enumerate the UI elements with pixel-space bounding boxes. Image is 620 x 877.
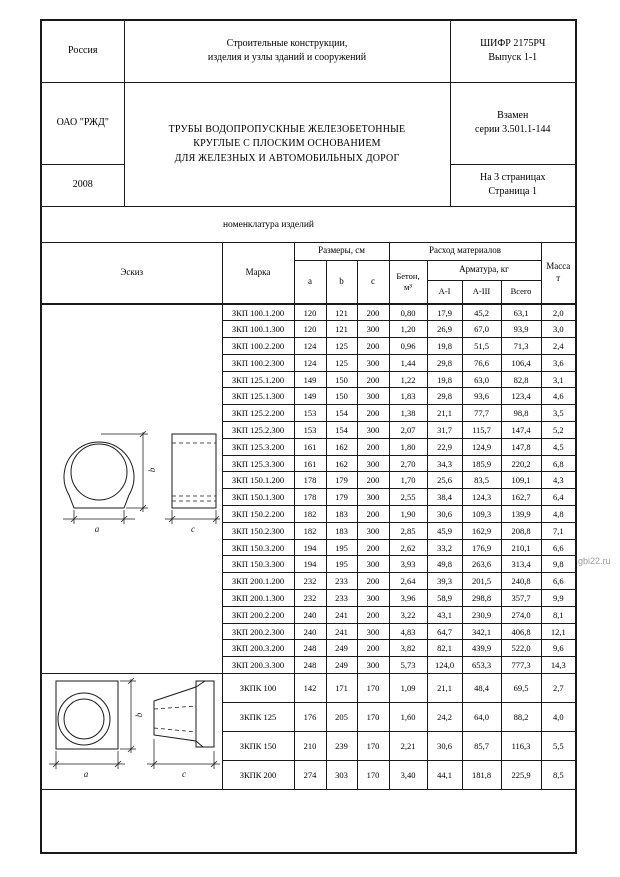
value-cell: 208,8 [501, 522, 541, 539]
title-block [42, 21, 575, 206]
mark-cell: ЗКП 150.3.200 [222, 539, 294, 556]
value-cell: 147,4 [501, 422, 541, 439]
value-cell: 154 [326, 422, 357, 439]
series-title-line1: Строительные конструкции, [226, 37, 348, 49]
col-header-materials: Расход материалов [389, 243, 541, 260]
mark-cell: ЗКП 200.1.200 [222, 573, 294, 590]
value-cell: 82,1 [427, 640, 462, 657]
value-cell: 26,9 [427, 321, 462, 338]
mark-cell: ЗКП 200.3.200 [222, 640, 294, 657]
cipher-cell [450, 21, 575, 82]
value-cell: 182 [294, 522, 326, 539]
value-cell: 225,9 [501, 761, 541, 790]
value-cell: 200 [357, 338, 389, 355]
value-cell: 121 [326, 304, 357, 321]
col-header-total: Всего [501, 280, 541, 304]
section-title: номенклатура изделий [42, 206, 575, 243]
value-cell: 1,80 [389, 438, 427, 455]
value-cell: 120 [294, 321, 326, 338]
value-cell: 30,6 [427, 732, 462, 761]
value-cell: 150 [326, 371, 357, 388]
value-cell: 181,8 [462, 761, 501, 790]
value-cell: 71,3 [501, 338, 541, 355]
value-cell: 147,8 [501, 438, 541, 455]
value-cell: 161 [294, 438, 326, 455]
dim-label-b: b [146, 467, 157, 472]
col-header-mark: Марка [222, 243, 294, 304]
mark-cell: ЗКП 150.1.200 [222, 472, 294, 489]
mark-cell: ЗКП 150.2.300 [222, 522, 294, 539]
value-cell: 124,3 [462, 489, 501, 506]
mark-cell: ЗКПК 125 [222, 703, 294, 732]
value-cell: 2,62 [389, 539, 427, 556]
value-cell: 25,6 [427, 472, 462, 489]
value-cell: 241 [326, 623, 357, 640]
col-header-a: a [294, 260, 326, 304]
value-cell: 1,38 [389, 405, 427, 422]
value-cell: 106,4 [501, 354, 541, 371]
value-cell: 220,2 [501, 455, 541, 472]
value-cell: 205 [326, 703, 357, 732]
value-cell: 44,1 [427, 761, 462, 790]
value-cell: 183 [326, 506, 357, 523]
series-title-line2: изделия и узлы зданий и сооружений [207, 52, 367, 64]
value-cell: 83,5 [462, 472, 501, 489]
series-title-cell [124, 21, 450, 82]
mark-cell: ЗКП 125.3.200 [222, 438, 294, 455]
value-cell: 200 [357, 438, 389, 455]
pages-cell [450, 164, 575, 206]
value-cell: 176 [294, 703, 326, 732]
value-cell: 171 [326, 674, 357, 703]
value-cell: 303 [326, 761, 357, 790]
value-cell: 4,5 [541, 438, 575, 455]
value-cell: 200 [357, 640, 389, 657]
value-cell: 2,85 [389, 522, 427, 539]
value-cell: 8,5 [541, 761, 575, 790]
value-cell: 31,7 [427, 422, 462, 439]
value-cell: 182 [294, 506, 326, 523]
value-cell: 109,1 [501, 472, 541, 489]
value-cell: 6,8 [541, 455, 575, 472]
value-cell: 300 [357, 623, 389, 640]
value-cell: 116,3 [501, 732, 541, 761]
value-cell: 85,7 [462, 732, 501, 761]
doc-title-line2: КРУГЛЫЕ С ПЛОСКИМ ОСНОВАНИЕМ [193, 138, 381, 149]
value-cell: 200 [357, 472, 389, 489]
mark-cell: ЗКПК 100 [222, 674, 294, 703]
value-cell: 63,1 [501, 304, 541, 321]
replaces-line1: Взамен [497, 109, 529, 121]
value-cell: 33,2 [427, 539, 462, 556]
value-cell: 522,0 [501, 640, 541, 657]
empty-cell [42, 790, 575, 850]
value-cell: 124 [294, 354, 326, 371]
value-cell: 357,7 [501, 590, 541, 607]
mark-cell: ЗКП 125.2.300 [222, 422, 294, 439]
table-row [42, 304, 575, 321]
value-cell: 6,6 [541, 539, 575, 556]
value-cell: 1,20 [389, 321, 427, 338]
value-cell: 29,8 [427, 354, 462, 371]
mass-unit-label: т [556, 273, 561, 283]
value-cell: 249 [326, 657, 357, 674]
cipher-line1: ШИФР 2175РЧ [480, 37, 546, 49]
value-cell: 4,83 [389, 623, 427, 640]
value-cell: 88,2 [501, 703, 541, 732]
value-cell: 3,82 [389, 640, 427, 657]
value-cell: 274 [294, 761, 326, 790]
nomenclature-table [42, 243, 575, 850]
value-cell: 240 [294, 606, 326, 623]
value-cell: 3,6 [541, 354, 575, 371]
value-cell: 200 [357, 506, 389, 523]
value-cell: 176,9 [462, 539, 501, 556]
value-cell: 3,93 [389, 556, 427, 573]
value-cell: 9,6 [541, 640, 575, 657]
col-header-mass [541, 243, 575, 304]
value-cell: 4,6 [541, 388, 575, 405]
value-cell: 170 [357, 674, 389, 703]
value-cell: 230,9 [462, 606, 501, 623]
value-cell: 162 [326, 438, 357, 455]
value-cell: 1,44 [389, 354, 427, 371]
mark-cell: ЗКП 125.2.200 [222, 405, 294, 422]
value-cell: 63,0 [462, 371, 501, 388]
replaces-cell [450, 82, 575, 164]
value-cell: 24,2 [427, 703, 462, 732]
value-cell: 170 [357, 703, 389, 732]
value-cell: 98,8 [501, 405, 541, 422]
value-cell: 179 [326, 472, 357, 489]
pages-line1: На 3 страницах [479, 171, 546, 183]
value-cell: 170 [357, 732, 389, 761]
value-cell: 185,9 [462, 455, 501, 472]
value-cell: 300 [357, 354, 389, 371]
value-cell: 124 [294, 338, 326, 355]
value-cell: 1,83 [389, 388, 427, 405]
value-cell: 154 [326, 405, 357, 422]
value-cell: 7,1 [541, 522, 575, 539]
value-cell: 248 [294, 640, 326, 657]
value-cell: 3,1 [541, 371, 575, 388]
value-cell: 149 [294, 388, 326, 405]
mark-cell: ЗКП 200.2.300 [222, 623, 294, 640]
cipher-line2: Выпуск 1-1 [488, 52, 538, 64]
value-cell: 439,9 [462, 640, 501, 657]
value-cell: 76,6 [462, 354, 501, 371]
value-cell: 200 [357, 606, 389, 623]
watermark: gbi22.ru [578, 556, 611, 566]
zkpk-section [42, 674, 575, 790]
value-cell: 300 [357, 388, 389, 405]
pipe-portal-block-sketch [44, 675, 220, 783]
dim-label-a: a [94, 523, 99, 534]
value-cell: 19,8 [427, 371, 462, 388]
value-cell: 200 [357, 539, 389, 556]
col-header-c: c [357, 260, 389, 304]
value-cell: 162,9 [462, 522, 501, 539]
value-cell: 4,3 [541, 472, 575, 489]
value-cell: 64,7 [427, 623, 462, 640]
value-cell: 30,6 [427, 506, 462, 523]
value-cell: 239 [326, 732, 357, 761]
doc-title-cell [124, 82, 450, 206]
value-cell: 3,5 [541, 405, 575, 422]
value-cell: 22,9 [427, 438, 462, 455]
value-cell: 170 [357, 761, 389, 790]
value-cell: 14,3 [541, 657, 575, 674]
value-cell: 1,22 [389, 371, 427, 388]
value-cell: 178 [294, 489, 326, 506]
value-cell: 162,7 [501, 489, 541, 506]
value-cell: 48,4 [462, 674, 501, 703]
value-cell: 240 [294, 623, 326, 640]
value-cell: 29,8 [427, 388, 462, 405]
value-cell: 125 [326, 354, 357, 371]
doc-title-line3: ДЛЯ ЖЕЛЕЗНЫХ И АВТОМОБИЛЬНЫХ ДОРОГ [174, 152, 400, 164]
col-header-sketch: Эскиз [42, 243, 222, 304]
value-cell: 1,09 [389, 674, 427, 703]
mark-cell: ЗКП 200.3.300 [222, 657, 294, 674]
value-cell: 2,55 [389, 489, 427, 506]
value-cell: 200 [357, 573, 389, 590]
value-cell: 2,07 [389, 422, 427, 439]
mark-cell: ЗКП 125.3.300 [222, 455, 294, 472]
zkp-section [42, 304, 575, 674]
col-header-aiii: А-III [462, 280, 501, 304]
value-cell: 153 [294, 422, 326, 439]
value-cell: 0,96 [389, 338, 427, 355]
value-cell: 109,3 [462, 506, 501, 523]
value-cell: 1,90 [389, 506, 427, 523]
col-header-reinforcement: Арматура, кг [427, 260, 541, 280]
value-cell: 5,5 [541, 732, 575, 761]
empty-footer-row [42, 790, 575, 850]
replaces-line2: серии 3.501.1-144 [474, 124, 551, 135]
value-cell: 195 [326, 539, 357, 556]
value-cell: 210 [294, 732, 326, 761]
value-cell: 300 [357, 455, 389, 472]
mass-label: Масса [546, 261, 571, 272]
value-cell: 124,0 [427, 657, 462, 674]
value-cell: 1,70 [389, 472, 427, 489]
value-cell: 161 [294, 455, 326, 472]
value-cell: 125 [326, 338, 357, 355]
value-cell: 45,9 [427, 522, 462, 539]
dim-label-c: c [181, 769, 186, 780]
concrete-label: Бетон, [396, 270, 420, 281]
doc-title-line1: ТРУБЫ ВОДОПРОПУСКНЫЕ ЖЕЛЕЗОБЕТОННЫЕ [168, 123, 406, 135]
value-cell: 179 [326, 489, 357, 506]
value-cell: 300 [357, 489, 389, 506]
value-cell: 8,1 [541, 606, 575, 623]
value-cell: 240,8 [501, 573, 541, 590]
sketch-zkpk-cell [42, 674, 222, 790]
value-cell: 115,7 [462, 422, 501, 439]
value-cell: 2,70 [389, 455, 427, 472]
value-cell: 49,8 [427, 556, 462, 573]
table-row [42, 674, 575, 703]
value-cell: 300 [357, 657, 389, 674]
value-cell: 51,5 [462, 338, 501, 355]
value-cell: 241 [326, 606, 357, 623]
dim-label-b: b [133, 712, 144, 718]
value-cell: 210,1 [501, 539, 541, 556]
value-cell: 3,0 [541, 321, 575, 338]
value-cell: 249 [326, 640, 357, 657]
value-cell: 2,0 [541, 304, 575, 321]
value-cell: 121 [326, 321, 357, 338]
value-cell: 248 [294, 657, 326, 674]
value-cell: 93,6 [462, 388, 501, 405]
value-cell: 194 [294, 556, 326, 573]
value-cell: 300 [357, 321, 389, 338]
value-cell: 777,3 [501, 657, 541, 674]
value-cell: 233 [326, 573, 357, 590]
value-cell: 9,9 [541, 590, 575, 607]
value-cell: 3,40 [389, 761, 427, 790]
value-cell: 200 [357, 371, 389, 388]
value-cell: 195 [326, 556, 357, 573]
value-cell: 406,8 [501, 623, 541, 640]
value-cell: 43,1 [427, 606, 462, 623]
value-cell: 1,60 [389, 703, 427, 732]
value-cell: 300 [357, 556, 389, 573]
dim-label-c: c [190, 523, 195, 534]
mark-cell: ЗКП 150.2.200 [222, 506, 294, 523]
value-cell: 300 [357, 422, 389, 439]
value-cell: 67,0 [462, 321, 501, 338]
value-cell: 342,1 [462, 623, 501, 640]
value-cell: 123,4 [501, 388, 541, 405]
value-cell: 38,4 [427, 489, 462, 506]
value-cell: 39,3 [427, 573, 462, 590]
value-cell: 200 [357, 304, 389, 321]
value-cell: 3,22 [389, 606, 427, 623]
mark-cell: ЗКП 150.3.300 [222, 556, 294, 573]
value-cell: 233 [326, 590, 357, 607]
value-cell: 5,2 [541, 422, 575, 439]
organization-cell: ОАО "РЖД" [42, 82, 124, 164]
mark-cell: ЗКП 125.1.300 [222, 388, 294, 405]
country-cell: Россия [42, 21, 124, 82]
mark-cell: ЗКП 100.2.200 [222, 338, 294, 355]
value-cell: 300 [357, 590, 389, 607]
value-cell: 178 [294, 472, 326, 489]
value-cell: 263,6 [462, 556, 501, 573]
value-cell: 69,5 [501, 674, 541, 703]
value-cell: 4,0 [541, 703, 575, 732]
mark-cell: ЗКП 200.2.200 [222, 606, 294, 623]
value-cell: 2,21 [389, 732, 427, 761]
value-cell: 82,8 [501, 371, 541, 388]
value-cell: 5,73 [389, 657, 427, 674]
dim-label-a: a [83, 769, 88, 780]
value-cell: 17,9 [427, 304, 462, 321]
value-cell: 2,7 [541, 674, 575, 703]
value-cell: 150 [326, 388, 357, 405]
sketch-zkp-cell [42, 304, 222, 674]
mark-cell: ЗКП 100.2.300 [222, 354, 294, 371]
mark-cell: ЗКП 200.1.300 [222, 590, 294, 607]
mark-cell: ЗКП 125.1.200 [222, 371, 294, 388]
pipe-flat-base-sketch [44, 428, 220, 546]
value-cell: 232 [294, 573, 326, 590]
value-cell: 19,8 [427, 338, 462, 355]
value-cell: 120 [294, 304, 326, 321]
mark-cell: ЗКП 100.1.200 [222, 304, 294, 321]
value-cell: 34,3 [427, 455, 462, 472]
year-cell: 2008 [42, 164, 124, 206]
value-cell: 64,0 [462, 703, 501, 732]
value-cell: 153 [294, 405, 326, 422]
value-cell: 9,8 [541, 556, 575, 573]
value-cell: 93,9 [501, 321, 541, 338]
value-cell: 194 [294, 539, 326, 556]
value-cell: 232 [294, 590, 326, 607]
value-cell: 6,4 [541, 489, 575, 506]
col-header-dimensions: Размеры, см [294, 243, 389, 260]
concrete-unit-label: м³ [404, 281, 412, 292]
value-cell: 58,9 [427, 590, 462, 607]
value-cell: 200 [357, 405, 389, 422]
value-cell: 4,8 [541, 506, 575, 523]
value-cell: 201,5 [462, 573, 501, 590]
value-cell: 6,6 [541, 573, 575, 590]
col-header-ai: А-I [427, 280, 462, 304]
value-cell: 21,1 [427, 405, 462, 422]
value-cell: 149 [294, 371, 326, 388]
value-cell: 45,2 [462, 304, 501, 321]
document-frame [40, 19, 577, 854]
mark-cell: ЗКПК 150 [222, 732, 294, 761]
pages-line2: Страница 1 [488, 186, 537, 198]
value-cell: 2,4 [541, 338, 575, 355]
value-cell: 2,64 [389, 573, 427, 590]
col-header-b: b [326, 260, 357, 304]
value-cell: 162 [326, 455, 357, 472]
value-cell: 313,4 [501, 556, 541, 573]
mark-cell: ЗКП 150.1.300 [222, 489, 294, 506]
value-cell: 12,1 [541, 623, 575, 640]
mark-cell: ЗКПК 200 [222, 761, 294, 790]
value-cell: 139,9 [501, 506, 541, 523]
value-cell: 124,9 [462, 438, 501, 455]
value-cell: 3,96 [389, 590, 427, 607]
value-cell: 274,0 [501, 606, 541, 623]
value-cell: 77,7 [462, 405, 501, 422]
value-cell: 653,3 [462, 657, 501, 674]
value-cell: 300 [357, 522, 389, 539]
value-cell: 298,8 [462, 590, 501, 607]
mark-cell: ЗКП 100.1.300 [222, 321, 294, 338]
col-header-concrete [389, 260, 427, 304]
value-cell: 183 [326, 522, 357, 539]
value-cell: 21,1 [427, 674, 462, 703]
value-cell: 142 [294, 674, 326, 703]
value-cell: 0,80 [389, 304, 427, 321]
